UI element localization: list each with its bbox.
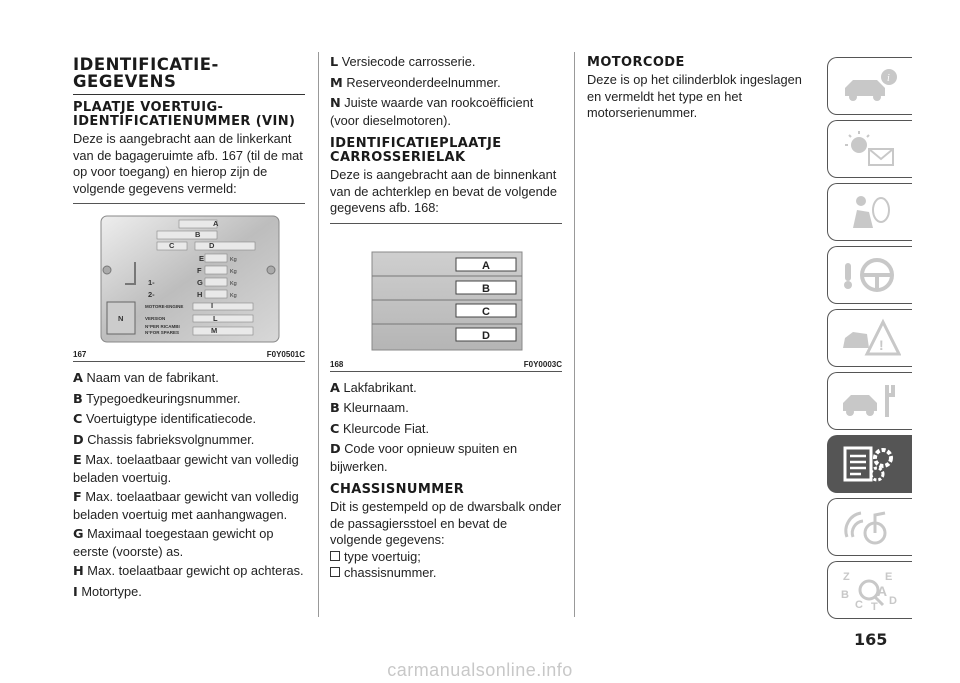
legend-item: M Reserveonderdeelnummer. [330, 74, 501, 91]
section-text: Deze is op het cilinderblok ingeslagen en vermeldt het type en het motorserienummer. [587, 72, 802, 120]
column-1 [73, 56, 305, 604]
bullet-item: chassisnummer. [330, 565, 562, 582]
section-title: IDENTIFICATIE-GEGEVENS [73, 55, 219, 91]
svg-text:Kg: Kg [230, 257, 237, 263]
legend-item: B Kleurnaam. [330, 400, 409, 416]
paint-label-b: B [482, 282, 490, 295]
svg-text:T: T [871, 601, 878, 612]
svg-text:A: A [877, 583, 888, 599]
title-rule [73, 94, 305, 95]
plate-row-2: 2- [148, 290, 155, 299]
checkbox-icon [330, 567, 340, 577]
svg-text:Kg: Kg [230, 281, 237, 287]
svg-text:C: C [855, 599, 863, 611]
watermark: carmanualsonline.info [387, 660, 573, 680]
tab-maintenance[interactable] [827, 372, 912, 430]
steering-icon [839, 255, 901, 295]
vin-plate-illustration [73, 204, 305, 350]
figure-number: 167 [73, 350, 87, 359]
figure-number: 168 [330, 359, 344, 369]
tab-index[interactable] [827, 561, 912, 619]
plate-label-i: I [211, 301, 214, 310]
paint-plate-illustration [330, 224, 562, 360]
car-info-icon [839, 66, 901, 106]
checkbox-icon [330, 551, 340, 561]
legend-item: G Maximaal toegestaan gewicht op eerste (voorste) as. [73, 526, 274, 559]
chapter-tabs [827, 57, 912, 624]
plate-label-c: C [169, 241, 175, 250]
tab-warning-lights[interactable] [827, 120, 912, 178]
index-icon [839, 568, 901, 612]
airbag-icon [839, 192, 901, 232]
figure-code: F0Y0003C [523, 359, 562, 369]
plate-label-e: E [199, 254, 205, 263]
warning-light-icon [839, 129, 901, 169]
figure-167 [73, 204, 305, 350]
figure-caption [330, 360, 562, 372]
svg-text:B: B [841, 589, 849, 601]
plate-text-ricambi: N°PER RICAMBI [145, 324, 180, 329]
intro-text: Deze is aangebracht aan de binnenkant van de achterklep en bevat de volgende gegevens afb. 168: [330, 167, 557, 215]
paint-label-d: D [482, 329, 490, 342]
plate-label-d: D [209, 241, 215, 250]
svg-text:E: E [885, 571, 893, 583]
svg-text:Kg: Kg [230, 293, 237, 299]
section-title: CHASSISNUMMER [330, 482, 465, 497]
plate-text-engine: MOTORE-ENGINE [145, 304, 184, 309]
legend-item: E Max. toelaatbaar gewicht van volledig beladen voertuig. [73, 452, 299, 485]
tab-safety[interactable] [827, 183, 912, 241]
intro-text: Dit is gestempeld op de dwarsbalk onder de passagiersstoel en bevat de volgende gegevens: [330, 499, 562, 547]
plate-row-1: 1- [148, 278, 155, 287]
plate-label-g: G [197, 278, 203, 287]
paint-label-c: C [482, 305, 490, 318]
section-subtitle: PLAATJE VOERTUIG-IDENTIFICATIENUMMER (VIN) [73, 100, 296, 129]
svg-text:i: i [887, 73, 890, 84]
maintenance-icon [839, 381, 901, 421]
legend-item: B Typegoedkeuringsnummer. [73, 390, 241, 407]
legend-item: N Juiste waarde van rookcoëfficient (voor dieselmotoren). [330, 95, 534, 128]
legend-item: C Voertuigtype identificatiecode. [73, 411, 256, 427]
svg-text:!: ! [879, 337, 884, 353]
plate-label-a: A [213, 219, 219, 228]
tab-car-info[interactable] [827, 57, 912, 115]
column-3 [587, 56, 807, 122]
plate-label-h: H [197, 290, 203, 299]
legend-item: C Kleurcode Fiat. [330, 420, 430, 437]
plate-label-b: B [195, 230, 201, 239]
section-title: MOTORCODE [587, 55, 685, 70]
tab-starting-driving[interactable] [827, 246, 912, 304]
legend-item: A Lakfabrikant. [330, 379, 417, 396]
legend-item: D Chassis fabrieksvolgnummer. [73, 431, 255, 448]
svg-text:Z: Z [843, 571, 850, 583]
tab-multimedia[interactable] [827, 498, 912, 556]
tab-technical-data[interactable] [827, 435, 912, 493]
column-2 [330, 54, 562, 582]
legend-item: H Max. toelaatbaar gewicht op achteras. [73, 563, 304, 579]
figure-caption [73, 350, 305, 362]
legend-item: L Versiecode carrosserie. [330, 54, 476, 70]
multimedia-icon [839, 507, 901, 547]
column-divider [318, 52, 319, 617]
plate-label-l: L [213, 314, 218, 323]
accident-icon [839, 318, 901, 358]
tab-emergency[interactable] [827, 309, 912, 367]
legend-item: D Code voor opnieuw spuiten en bijwerken. [330, 441, 518, 474]
plate-label-f: F [197, 266, 202, 275]
plate-text-spares: N°FOR SPARES [145, 330, 179, 335]
paint-label-a: A [482, 259, 490, 272]
intro-text: Deze is aangebracht aan de linkerkant van de bagageruimte afb. 167 (til de mat op voor toegang) en hierop zijn de volgende gegevens vermeld: [73, 131, 303, 196]
figure-code: F0Y0501C [266, 350, 305, 359]
legend-item: A Naam van de fabrikant. [73, 370, 219, 386]
legend-list [73, 370, 305, 601]
legend-item: I Motortype. [73, 583, 142, 600]
plate-text-version: VERSION [145, 316, 166, 321]
svg-text:Kg: Kg [230, 269, 237, 275]
plate-label-n: N [118, 314, 124, 323]
bullet-item: type voertuig; [330, 549, 562, 566]
technical-data-icon [839, 442, 901, 486]
plate-label-m: M [211, 326, 218, 335]
figure-168 [330, 224, 562, 360]
svg-text:D: D [889, 595, 897, 607]
column-divider [574, 52, 575, 617]
page-number: 165 [854, 630, 888, 649]
section-title: IDENTIFICATIEPLAATJE CARROSSERIELAK [330, 136, 502, 165]
legend-item: F Max. toelaatbaar gewicht van volledig beladen voertuig met aanhangwagen. [73, 489, 299, 522]
